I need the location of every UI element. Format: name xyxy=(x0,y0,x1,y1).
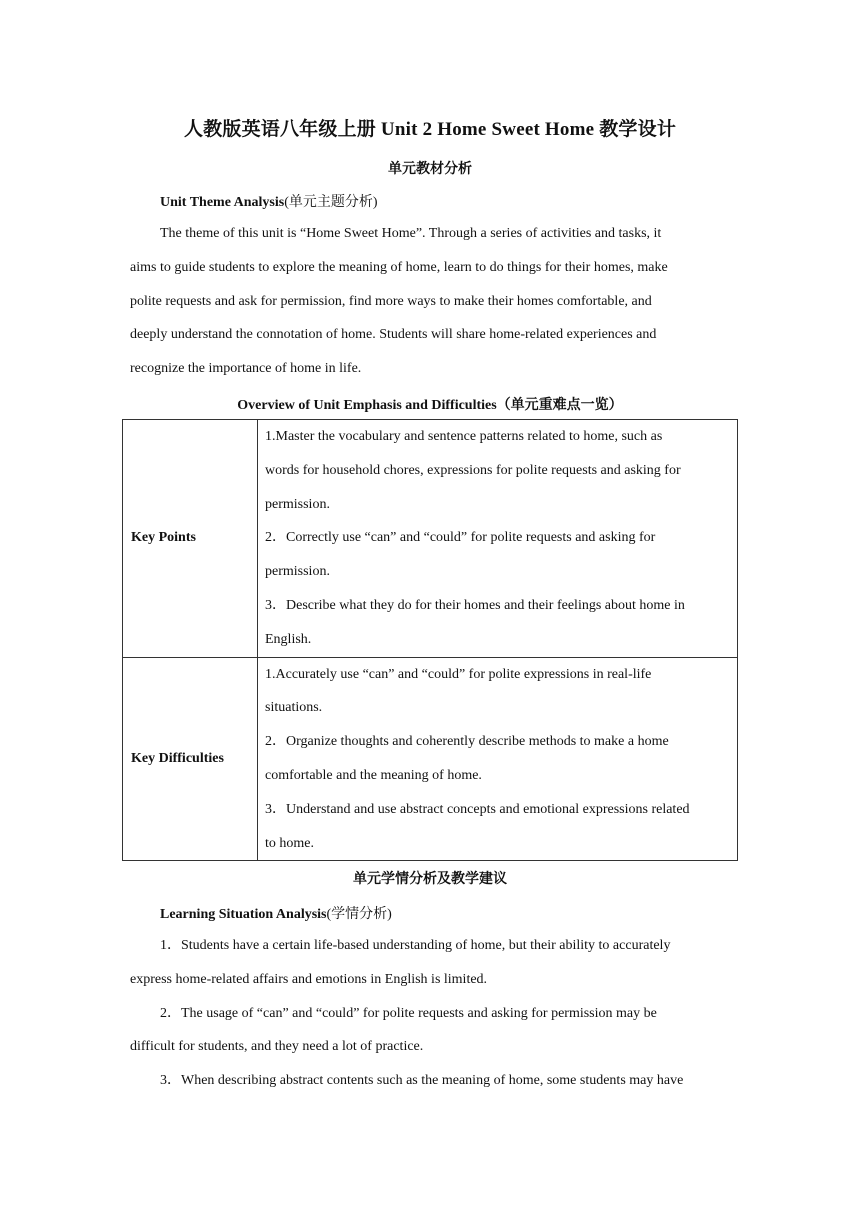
paragraph-line: deeply understand the connotation of home. Students will share home-related experiences and xyxy=(130,327,657,343)
list-item-line: 2．The usage of “can” and “could” for polite requests and asking for permission may be xyxy=(160,1005,657,1021)
unit-theme-paragraph xyxy=(130,217,730,386)
table-cell-line: 3．Understand and use abstract concepts and emotional expressions related xyxy=(265,801,690,817)
table-cell-line: 2．Correctly use “can” and “could” for polite requests and asking for xyxy=(265,530,656,546)
learning-situation-heading-en: Learning Situation Analysis xyxy=(160,907,327,922)
paragraph-line: recognize the importance of home in life. xyxy=(130,361,362,377)
section-heading-learning-situation: 单元学情分析及教学建议 xyxy=(353,872,507,887)
table-row-key-points xyxy=(123,420,738,658)
table-cell-line: 1.Master the vocabulary and sentence patterns related to home, such as xyxy=(265,429,663,444)
key-difficulties-content xyxy=(258,657,738,861)
table-cell-line: 2．Organize thoughts and coherently describe methods to make a home xyxy=(265,734,669,750)
key-points-content xyxy=(258,420,738,658)
unit-theme-heading-en: Unit Theme Analysis xyxy=(160,195,285,210)
unit-theme-heading xyxy=(160,191,378,211)
table-cell-line: permission. xyxy=(265,496,330,512)
learning-situation-heading-cn: (学情分析) xyxy=(326,907,392,922)
overview-heading: Overview of Unit Emphasis and Difficulties（单元重难点一览） xyxy=(237,398,623,413)
key-points-label: Key Points xyxy=(123,420,258,658)
table-cell-line: 1.Accurately use “can” and “could” for polite expressions in real-life xyxy=(265,666,652,682)
paragraph-line: polite requests and ask for permission, find more ways to make their homes comfortable, and xyxy=(130,293,652,309)
list-item-line: 1．Students have a certain life-based understanding of home, but their ability to accurately xyxy=(160,938,671,953)
learning-situation-list xyxy=(130,929,730,1098)
key-difficulties-label: Key Difficulties xyxy=(123,657,258,861)
list-item-line: express home-related affairs and emotions in English is limited. xyxy=(130,971,488,987)
table-cell-line: 3．Describe what they do for their homes and their feelings about home in xyxy=(265,597,685,613)
learning-situation-heading xyxy=(160,903,392,923)
table-cell-line: English. xyxy=(265,631,312,647)
emphasis-difficulties-table xyxy=(122,419,738,861)
paragraph-line: The theme of this unit is “Home Sweet Home”. Through a series of activities and tasks, it xyxy=(160,226,662,241)
table-cell-line: to home. xyxy=(265,835,314,851)
list-item-line: difficult for students, and they need a lot of practice. xyxy=(130,1039,424,1055)
document-title: 人教版英语八年级上册 Unit 2 Home Sweet Home 教学设计 xyxy=(183,119,677,140)
table-row-key-difficulties xyxy=(123,657,738,861)
list-item-line: 3．When describing abstract contents such as the meaning of home, some students may have xyxy=(160,1073,684,1089)
table-cell-line: comfortable and the meaning of home. xyxy=(265,767,482,783)
section-heading-textbook-analysis: 单元教材分析 xyxy=(388,162,472,177)
table-cell-line: situations. xyxy=(265,700,323,716)
paragraph-line: aims to guide students to explore the meaning of home, learn to do things for their homes, make xyxy=(130,259,668,275)
unit-theme-heading-cn: (单元主题分析) xyxy=(284,195,378,210)
table-cell-line: words for household chores, expressions for polite requests and asking for xyxy=(265,462,681,478)
table-cell-line: permission. xyxy=(265,564,330,580)
